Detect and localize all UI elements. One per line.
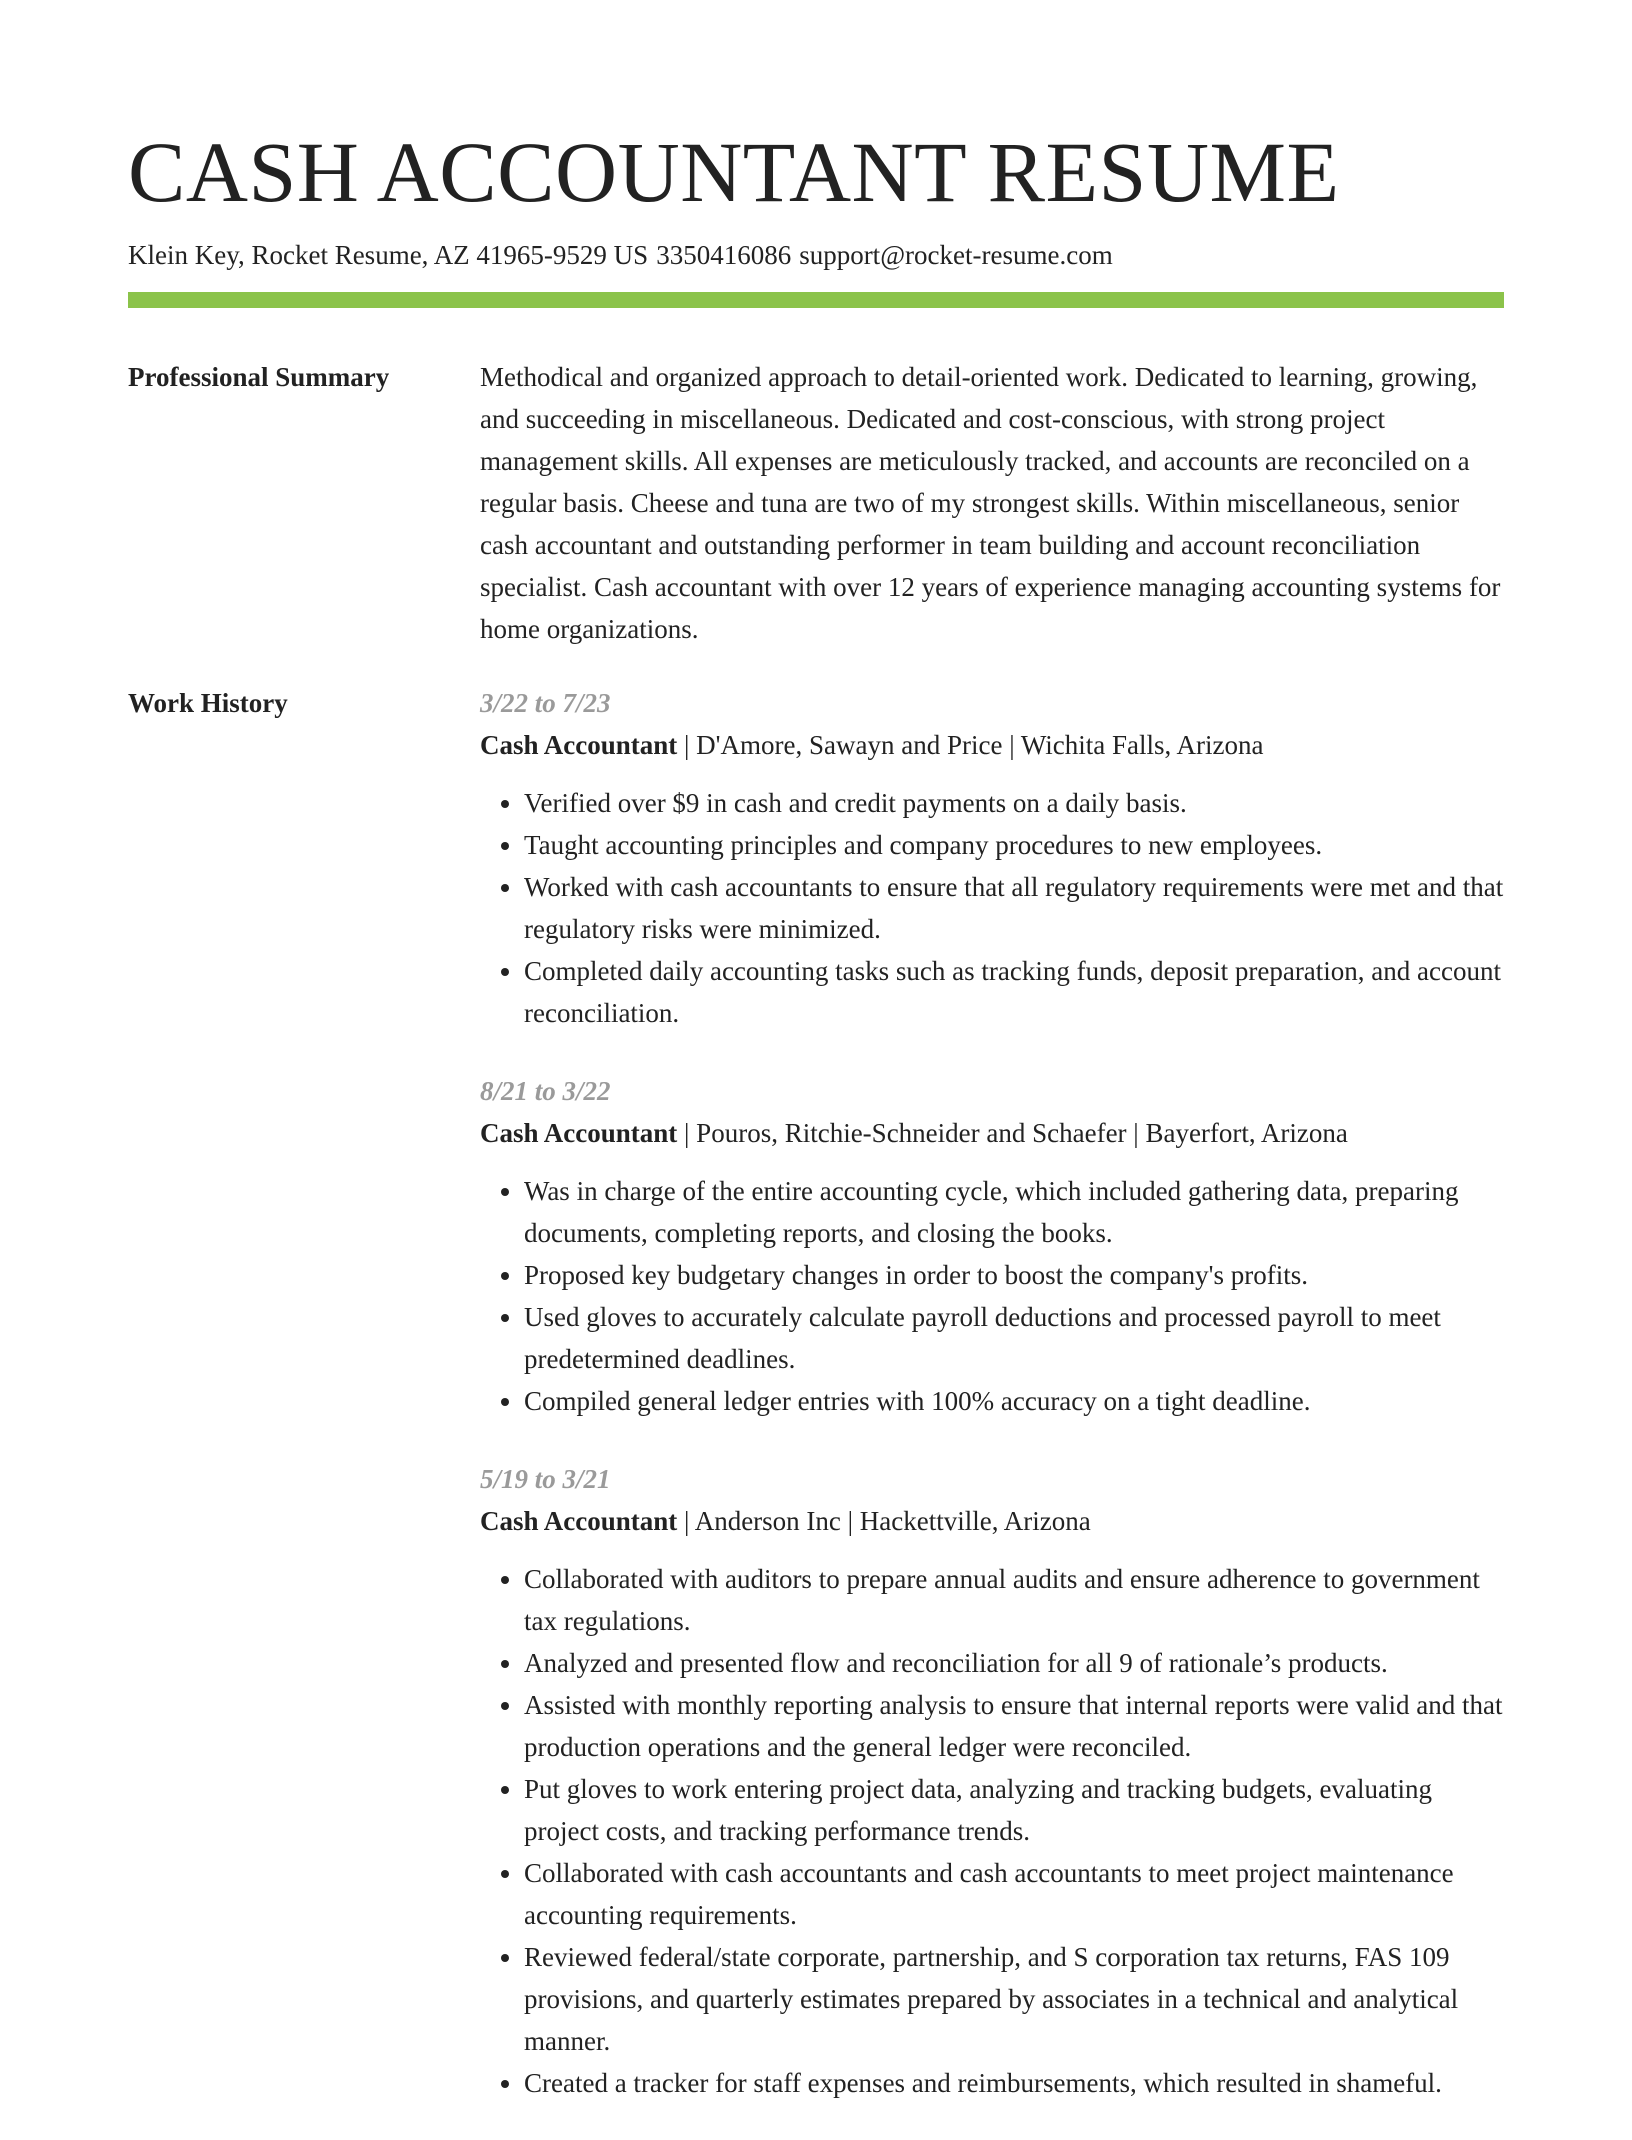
header-divider [128, 292, 1504, 308]
job-bullet: • Assisted with monthly reporting analysis to ensure that internal reports were valid and that production operations and the general ledger were reconciled. [524, 1684, 1504, 1768]
job-bullet: • Created a tracker for staff expenses and reimbursements, which resulted in shameful. [524, 2062, 1504, 2104]
job-details: | D'Amore, Sawayn and Price | Wichita Falls, Arizona [677, 730, 1264, 760]
job-dates: 8/21 to 3/22 [480, 1076, 611, 1106]
job-entry [480, 1458, 1504, 2104]
job-dates: 3/22 to 7/23 [480, 688, 611, 718]
job-heading [480, 724, 1504, 766]
summary-text: Methodical and organized approach to detail-oriented work. Dedicated to learning, growing, and succeeding in miscellaneous. Dedicated and cost-conscious, with strong project management skills. All expenses are meticulously tracked, and accounts are reconciled on a regular basis. Cheese and tuna are two of my strongest skills. Within miscellaneous, senior cash accountant and outstanding performer in team building and account reconciliation specialist. Cash accountant with over 12 years of experience managing accounting systems for home organizations. [480, 362, 1501, 644]
contact-line [128, 238, 1504, 272]
job-bullet: • Completed daily accounting tasks such as tracking funds, deposit preparation, and account reconciliation. [524, 950, 1504, 1034]
job-dates: 5/19 to 3/21 [480, 1464, 611, 1494]
job-details: | Pouros, Ritchie-Schneider and Schaefer | Bayerfort, Arizona [677, 1118, 1348, 1148]
job-bullet: • Was in charge of the entire accounting cycle, which included gathering data, preparing documents, completing reports, and closing the books. [524, 1170, 1504, 1254]
job-details: | Anderson Inc | Hackettville, Arizona [677, 1506, 1091, 1536]
job-bullet: • Collaborated with auditors to prepare annual audits and ensure adherence to government tax regulations. [524, 1558, 1504, 1642]
job-bullets [480, 782, 1504, 1034]
job-heading [480, 1112, 1504, 1154]
job-bullets [480, 1170, 1504, 1422]
job-bullet: • Proposed key budgetary changes in order to boost the company's profits. [524, 1254, 1504, 1296]
job-bullet: • Reviewed federal/state corporate, partnership, and S corporation tax returns, FAS 109 provisions, and quarterly estimates prepared by associates in a technical and analytical manner. [524, 1936, 1504, 2062]
job-bullet: • Taught accounting principles and company procedures to new employees. [524, 824, 1504, 866]
work-history-section [128, 682, 1504, 2140]
job-title: Cash Accountant [480, 730, 678, 760]
section-label-summary: Professional Summary [128, 362, 390, 392]
resume-title: CASH ACCOUNTANT RESUME [128, 124, 1340, 220]
job-bullet: • Worked with cash accountants to ensure that all regulatory requirements were met and that regulatory risks were minimized. [524, 866, 1504, 950]
contact-address: Klein Key, Rocket Resume, AZ 41965-9529 US [128, 240, 649, 270]
job-entry [480, 1070, 1504, 1422]
job-bullet: • Put gloves to work entering project data, analyzing and tracking budgets, evaluating project costs, and tracking performance trends. [524, 1768, 1504, 1852]
contact-email: support@rocket-resume.com [799, 240, 1113, 270]
resume-page [128, 0, 1504, 2140]
job-bullet: • Collaborated with cash accountants and cash accountants to meet project maintenance accounting requirements. [524, 1852, 1504, 1936]
job-title: Cash Accountant [480, 1506, 678, 1536]
job-bullet: • Compiled general ledger entries with 100% accuracy on a tight deadline. [524, 1380, 1504, 1422]
job-title: Cash Accountant [480, 1118, 678, 1148]
job-bullet: • Used gloves to accurately calculate payroll deductions and processed payroll to meet predetermined deadlines. [524, 1296, 1504, 1380]
contact-phone: 3350416086 [656, 240, 792, 270]
job-entry [480, 682, 1504, 1034]
job-bullets [480, 1558, 1504, 2104]
job-bullet: • Verified over $9 in cash and credit payments on a daily basis. [524, 782, 1504, 824]
professional-summary-section [128, 356, 1504, 650]
job-bullet: • Analyzed and presented flow and reconciliation for all 9 of rationale’s products. [524, 1642, 1504, 1684]
section-label-work-history: Work History [128, 688, 288, 718]
job-heading [480, 1500, 1504, 1542]
